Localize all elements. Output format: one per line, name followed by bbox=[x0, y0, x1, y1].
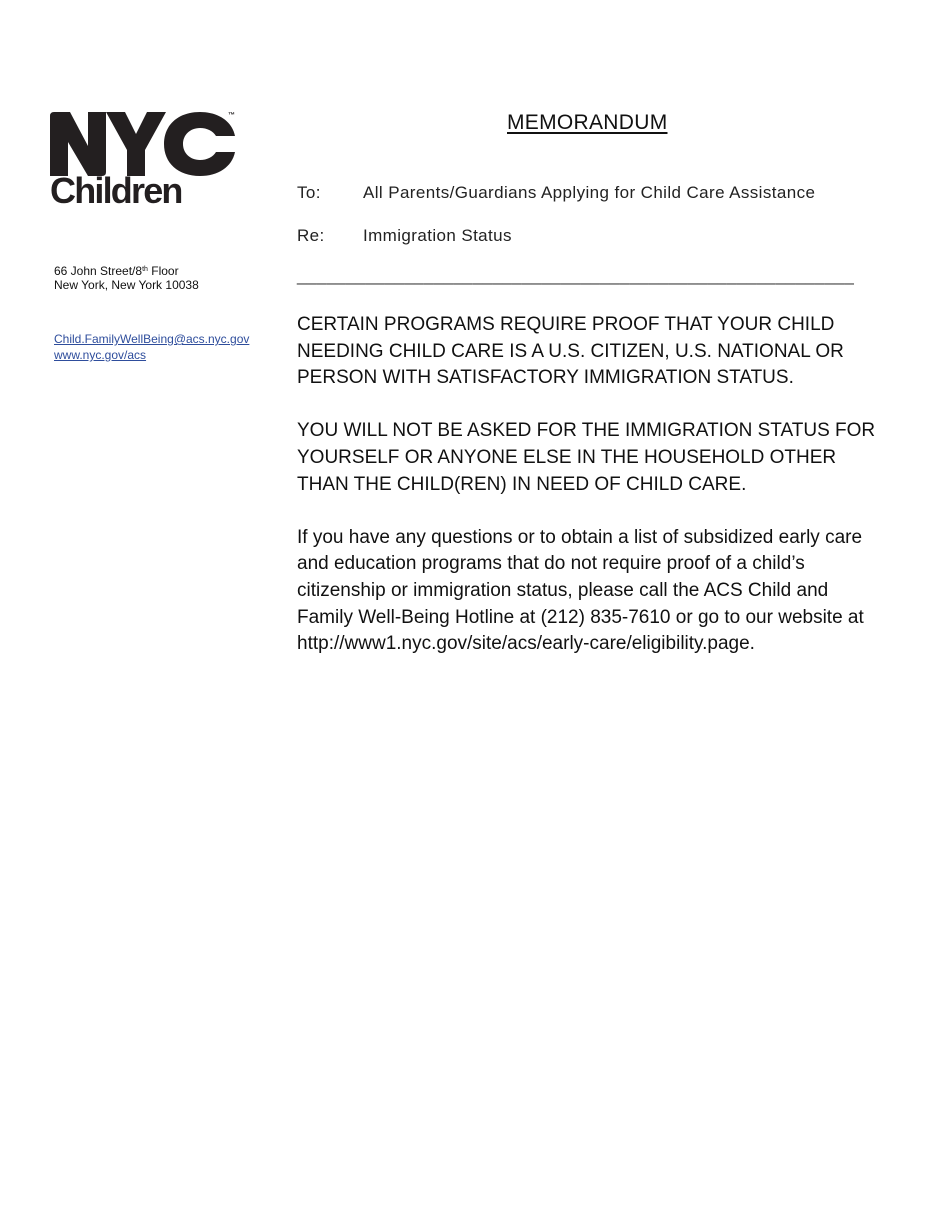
address-street: 66 John Street/8th Floor bbox=[54, 264, 179, 278]
office-address bbox=[54, 264, 199, 292]
body-paragraph: CERTAIN PROGRAMS REQUIRE PROOF THAT YOUR CHILD NEEDING CHILD CARE IS A U.S. CITIZEN, U.S. NATIONAL OR PERSON WITH SATISFACTORY IMMIGRATION STATUS. bbox=[297, 314, 844, 389]
trademark-mark: ™ bbox=[228, 112, 235, 119]
website-link[interactable]: www.nyc.gov/acs bbox=[54, 348, 147, 362]
re-label: Re: bbox=[297, 226, 325, 245]
logo-children-text: Children bbox=[50, 170, 182, 211]
body-paragraph: YOU WILL NOT BE ASKED FOR THE IMMIGRATION STATUS FOR YOURSELF OR ANYONE ELSE IN THE HOUSEHOLD OTHER THAN THE CHILD(REN) IN NEED OF CHILD CARE. bbox=[297, 420, 876, 495]
re-value: Immigration Status bbox=[363, 226, 512, 245]
memo-body bbox=[297, 312, 883, 684]
nyc-logo-icon bbox=[50, 112, 236, 176]
contact-links bbox=[54, 331, 249, 363]
email-link[interactable]: Child.FamilyWellBeing@acs.nyc.gov bbox=[54, 332, 250, 346]
address-city: New York, New York 10038 bbox=[54, 278, 199, 292]
memo-title: MEMORANDUM bbox=[507, 111, 668, 134]
memo-re-row bbox=[297, 226, 512, 246]
memo-to-row bbox=[297, 183, 815, 203]
separator-line: _________________________________________________________ bbox=[297, 266, 855, 285]
to-value: All Parents/Guardians Applying for Child Care Assistance bbox=[363, 183, 816, 202]
to-label: To: bbox=[297, 183, 321, 202]
nyc-children-logo bbox=[50, 112, 240, 212]
body-paragraph: If you have any questions or to obtain a list of subsidized early care and education programs that do not require proof of a child’s citizenship or immigration status, please call the ACS Child and Family Well-Being Hotline at (212) 835-7610 or go to our website at http://www1.nyc.gov/site/acs/early-care/eligibility.page. bbox=[297, 526, 864, 655]
